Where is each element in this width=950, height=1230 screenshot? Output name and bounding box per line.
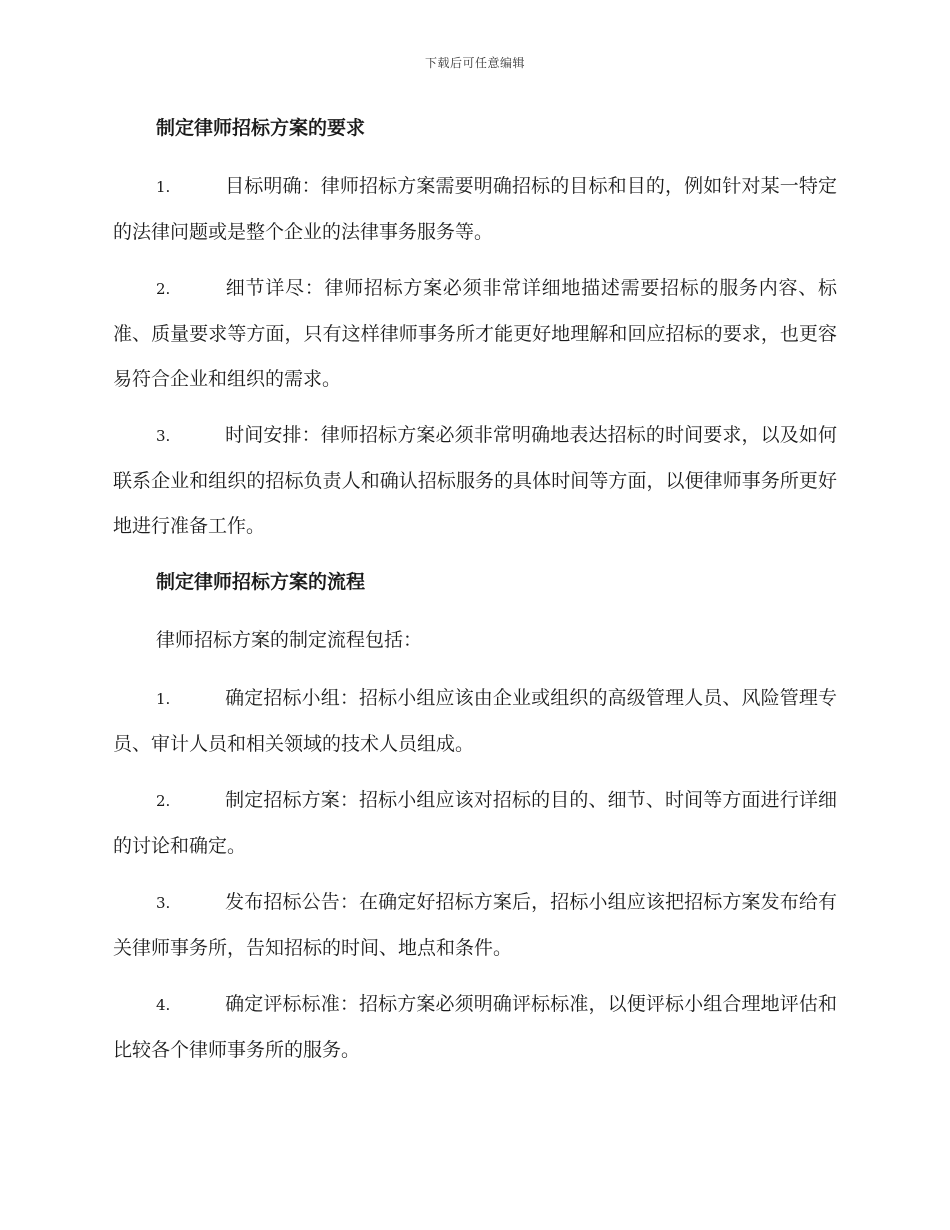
list-item (113, 266, 837, 402)
list-item-text: 制定招标方案：招标小组应该对招标的目的、细节、时间等方面进行详细的讨论和确定。 (113, 789, 837, 857)
list-number: 3. (156, 427, 171, 445)
list-item-text: 细节详尽：律师招标方案必须非常详细地描述需要招标的服务内容、标准、质量要求等方面，只有这样律师事务所才能更好地理解和回应招标的要求，也更容易符合企业和组织的需求。 (113, 277, 837, 390)
section-title-process: 制定律师招标方案的流程 (156, 571, 366, 593)
list-number: 2. (156, 792, 171, 810)
list-item (113, 778, 837, 869)
list-number: 2. (156, 280, 171, 298)
list-item-text: 确定招标小组：招标小组应该由企业或组织的高级管理人员、风险管理专员、审计人员和相关领域的技术人员组成。 (113, 687, 837, 755)
list-number: 1. (156, 690, 171, 708)
list-number: 4. (156, 996, 171, 1014)
section-title-requirements: 制定律师招标方案的要求 (156, 117, 366, 139)
list-item-text: 发布招标公告：在确定好招标方案后，招标小组应该把招标方案发布给有关律师事务所，告知招标的时间、地点和条件。 (113, 891, 837, 959)
list-number: 3. (156, 894, 171, 912)
list-number: 1. (156, 178, 171, 196)
list-item (113, 164, 837, 255)
intro-paragraph: 律师招标方案的制定流程包括： (156, 629, 423, 651)
page-header: 下载后可任意编辑 (424, 56, 525, 70)
list-item-text: 确定评标标准：招标方案必须明确评标标准，以便评标小组合理地评估和比较各个律师事务所的服务。 (113, 993, 837, 1061)
list-item-text: 目标明确：律师招标方案需要明确招标的目标和目的，例如针对某一特定的法律问题或是整个企业的法律事务服务等。 (113, 175, 837, 243)
list-item-text: 时间安排：律师招标方案必须非常明确地表达招标的时间要求，以及如何联系企业和组织的招标负责人和确认招标服务的具体时间等方面，以便律师事务所更好地进行准备工作。 (113, 424, 837, 537)
list-item (113, 982, 837, 1073)
list-item (113, 880, 837, 971)
list-item (113, 413, 837, 549)
list-item (113, 676, 837, 767)
